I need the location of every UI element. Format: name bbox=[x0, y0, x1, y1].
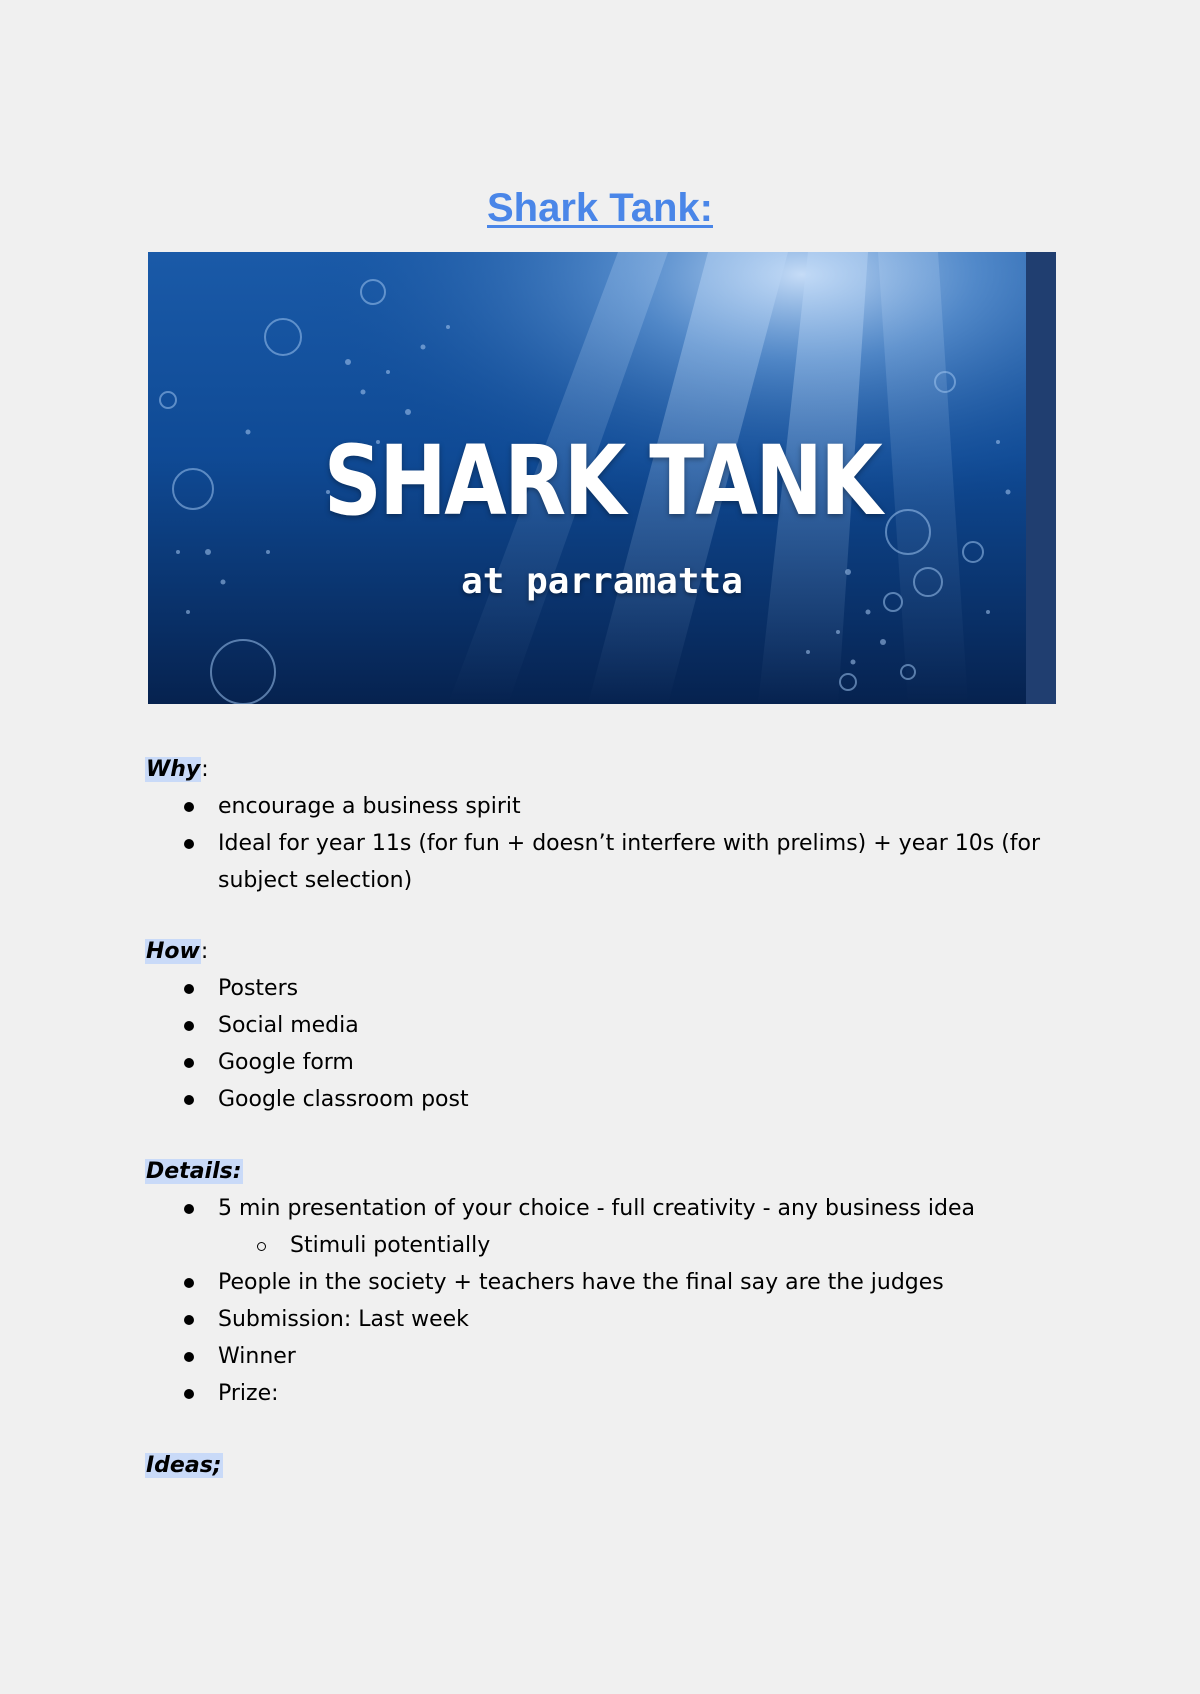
why-list bbox=[145, 788, 1045, 899]
why-heading bbox=[145, 752, 1045, 788]
list-item: Social media bbox=[145, 1007, 1045, 1044]
list-item: encourage a business spirit bbox=[145, 788, 1045, 825]
list-item: People in the society + teachers have the final say are the judges bbox=[145, 1264, 1045, 1301]
list-item: Winner bbox=[145, 1338, 1045, 1375]
why-heading-colon: : bbox=[201, 757, 209, 782]
list-item: Submission: Last week bbox=[145, 1301, 1045, 1338]
why-section bbox=[145, 752, 1045, 899]
how-section bbox=[145, 934, 1045, 1118]
document-title: Shark Tank: bbox=[487, 186, 713, 230]
banner-title: SHARK TANK bbox=[323, 425, 881, 537]
shark-tank-banner-image bbox=[148, 252, 1056, 704]
why-heading-label: Why bbox=[146, 757, 201, 782]
details-list bbox=[145, 1190, 1045, 1412]
list-item: Posters bbox=[145, 970, 1045, 1007]
list-item: 5 min presentation of your choice - full creativity - any business idea bbox=[145, 1190, 1045, 1227]
list-item: Ideal for year 11s (for fun + doesn’t interfere with prelims) + year 10s (for subject selection) bbox=[145, 825, 1045, 899]
details-heading-label: Details: bbox=[146, 1159, 242, 1184]
how-heading bbox=[145, 934, 1045, 970]
ideas-heading bbox=[145, 1448, 1045, 1484]
list-item: Google classroom post bbox=[145, 1081, 1045, 1118]
how-list bbox=[145, 970, 1045, 1118]
sub-list-item: Stimuli potentially bbox=[145, 1227, 1045, 1264]
ideas-section bbox=[145, 1448, 1045, 1484]
details-heading bbox=[145, 1154, 1045, 1190]
banner-edge-strip bbox=[1026, 252, 1056, 704]
how-heading-label: How bbox=[146, 939, 200, 964]
how-heading-colon: : bbox=[200, 939, 209, 964]
details-section bbox=[145, 1154, 1045, 1412]
banner-subtitle: at parramatta bbox=[461, 561, 743, 602]
list-item: Prize: bbox=[145, 1375, 1045, 1412]
list-item: Google form bbox=[145, 1044, 1045, 1081]
ideas-heading-label: Ideas; bbox=[146, 1453, 222, 1478]
